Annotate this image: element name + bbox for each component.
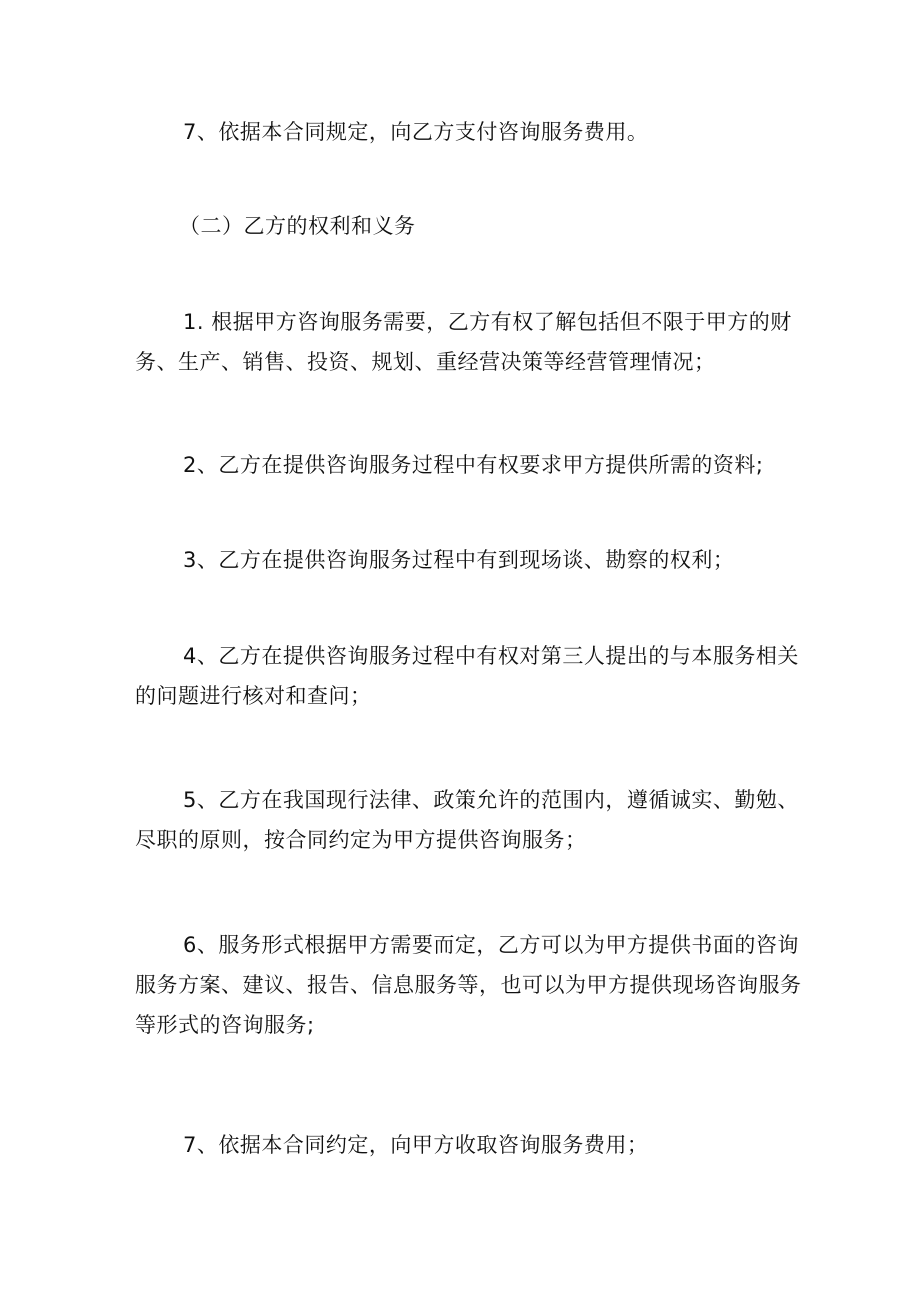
paragraph-party-a-duty-7: 7、依据本合同规定，向乙方支付咨询服务费用。 bbox=[183, 120, 649, 144]
paragraph-party-b-right-6: 6、服务形式根据甲方需要而定，乙方可以为甲方提供书面的咨询服务方案、建议、报告、信息服务等，也可以为甲方提供现场咨询服务等形式的咨询服务; bbox=[135, 933, 802, 1037]
paragraph-party-b-right-2: 2、乙方在提供咨询服务过程中有权要求甲方提供所需的资料; bbox=[183, 453, 764, 477]
paragraph-party-b-right-7: 7、依据本合同约定，向甲方收取咨询服务费用； bbox=[183, 1133, 649, 1157]
section-heading-party-b-rights: （二）乙方的权利和义务 bbox=[179, 214, 416, 238]
paragraph-party-b-right-3: 3、乙方在提供咨询服务过程中有到现场谈、勘察的权利； bbox=[183, 548, 735, 572]
paragraph-party-b-right-5: 5、乙方在我国现行法律、政策允许的范围内，遵循诚实、勤勉、尽职的原则，按合同约定为甲方提供咨询服务； bbox=[135, 788, 799, 852]
paragraph-party-b-right-4: 4、乙方在提供咨询服务过程中有权对第三人提出的与本服务相关的问题进行核对和查问； bbox=[135, 644, 799, 708]
paragraph-party-b-right-1: 1. 根据甲方咨询服务需要，乙方有权了解包括但不限于甲方的财务、生产、销售、投资、规划、重经营决策等经营管理情况； bbox=[135, 310, 792, 374]
